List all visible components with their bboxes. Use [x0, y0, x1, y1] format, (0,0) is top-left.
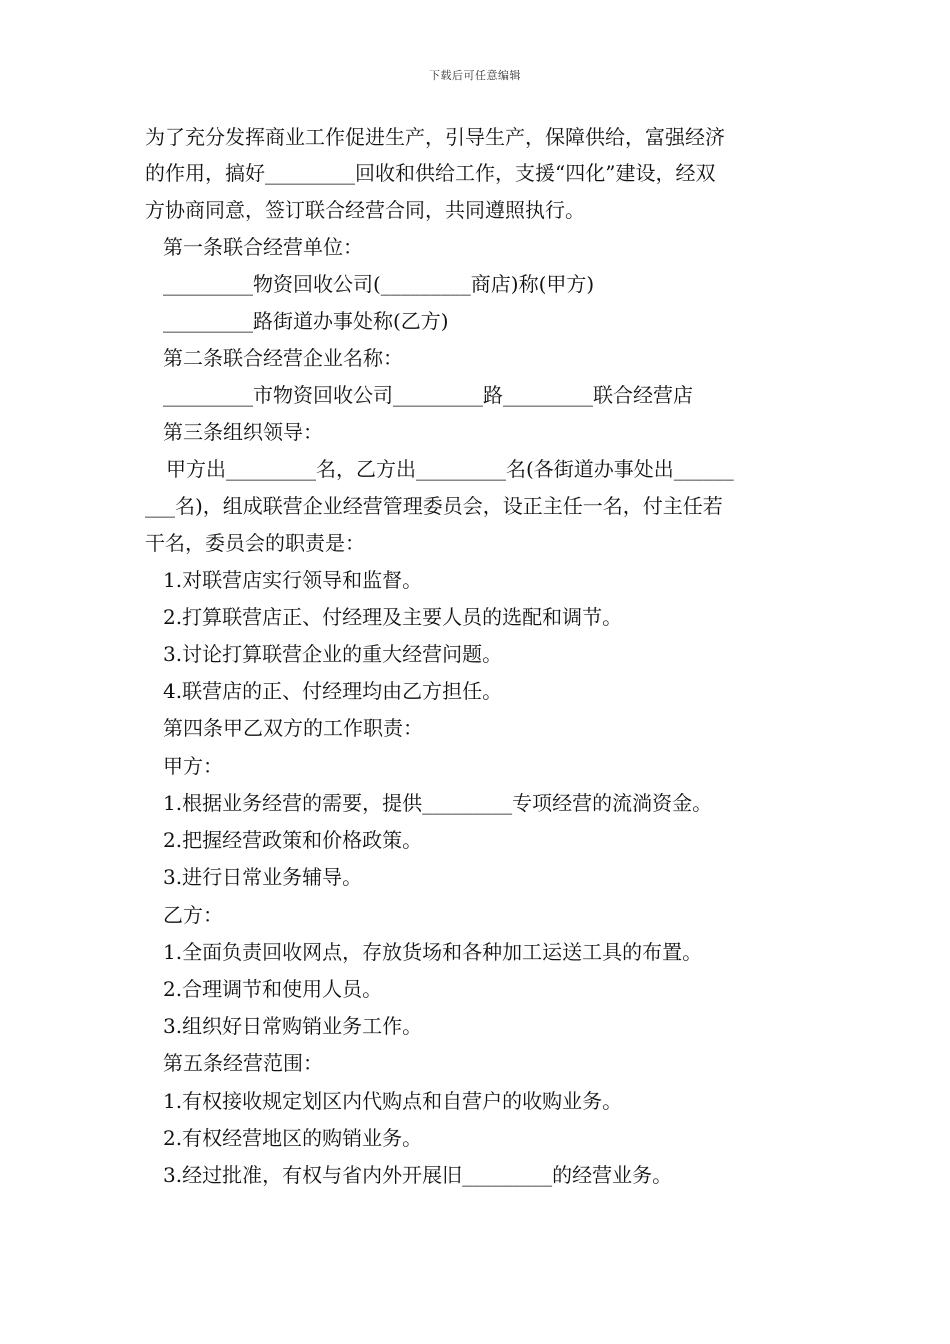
- paragraph-line: 干名，委员会的职责是：: [145, 531, 365, 555]
- paragraph-line: 为了充分发挥商业工作促进生产，引导生产，保障供给，富强经济: [145, 125, 725, 149]
- paragraph-line: 方协商同意，签订联合经营合同，共同遵照执行。: [145, 198, 585, 222]
- party-label: 乙方：: [163, 903, 223, 927]
- article-heading: 第三条组织领导：: [163, 420, 323, 444]
- list-item: 1.根据业务经营的需要，提供_________专项经营的流淌资金。: [163, 791, 713, 815]
- list-item: 2.合理调节和使用人员。: [163, 977, 383, 1001]
- list-item: 1.对联营店实行领导和监督。: [163, 568, 423, 592]
- list-item: 2.打算联营店正、付经理及主要人员的选配和调节。: [163, 605, 623, 629]
- fill-in-line: _________物资回收公司(_________商店)称(甲方): [163, 272, 595, 296]
- list-item: 1.全面负责回收网点，存放货场和各种加工运送工具的布置。: [163, 940, 703, 964]
- list-item: 2.把握经营政策和价格政策。: [163, 828, 423, 852]
- list-item: 2.有权经营地区的购销业务。: [163, 1126, 423, 1150]
- fill-in-line: _________市物资回收公司_________路_________联合经营店: [163, 383, 693, 407]
- paragraph-line: 的作用，搞好_________回收和供给工作，支援“四化”建设，经双: [145, 161, 716, 185]
- article-heading: 第四条甲乙双方的工作职责：: [163, 716, 423, 740]
- list-item: 4.联营店的正、付经理均由乙方担任。: [163, 679, 503, 703]
- list-item: 1.有权接收规定划区内代购点和自营户的收购业务。: [163, 1089, 623, 1113]
- article-heading: 第一条联合经营单位：: [163, 235, 363, 259]
- party-label: 甲方：: [163, 754, 223, 778]
- paragraph-line: 甲方出_________名，乙方出_________名(各街道办事处出______: [166, 457, 734, 481]
- article-heading: 第五条经营范围：: [163, 1051, 323, 1075]
- paragraph-line: ___名)，组成联营企业经营管理委员会，设正主任一名，付主任若: [145, 494, 723, 518]
- list-item: 3.经过批准，有权与省内外开展旧_________的经营业务。: [163, 1163, 673, 1187]
- article-heading: 第二条联合经营企业名称：: [163, 346, 403, 370]
- list-item: 3.进行日常业务辅导。: [163, 865, 363, 889]
- page-header: 下载后可任意编辑: [429, 69, 521, 82]
- list-item: 3.组织好日常购销业务工作。: [163, 1014, 423, 1038]
- list-item: 3.讨论打算联营企业的重大经营问题。: [163, 642, 503, 666]
- fill-in-line: _________路街道办事处称(乙方): [163, 309, 449, 333]
